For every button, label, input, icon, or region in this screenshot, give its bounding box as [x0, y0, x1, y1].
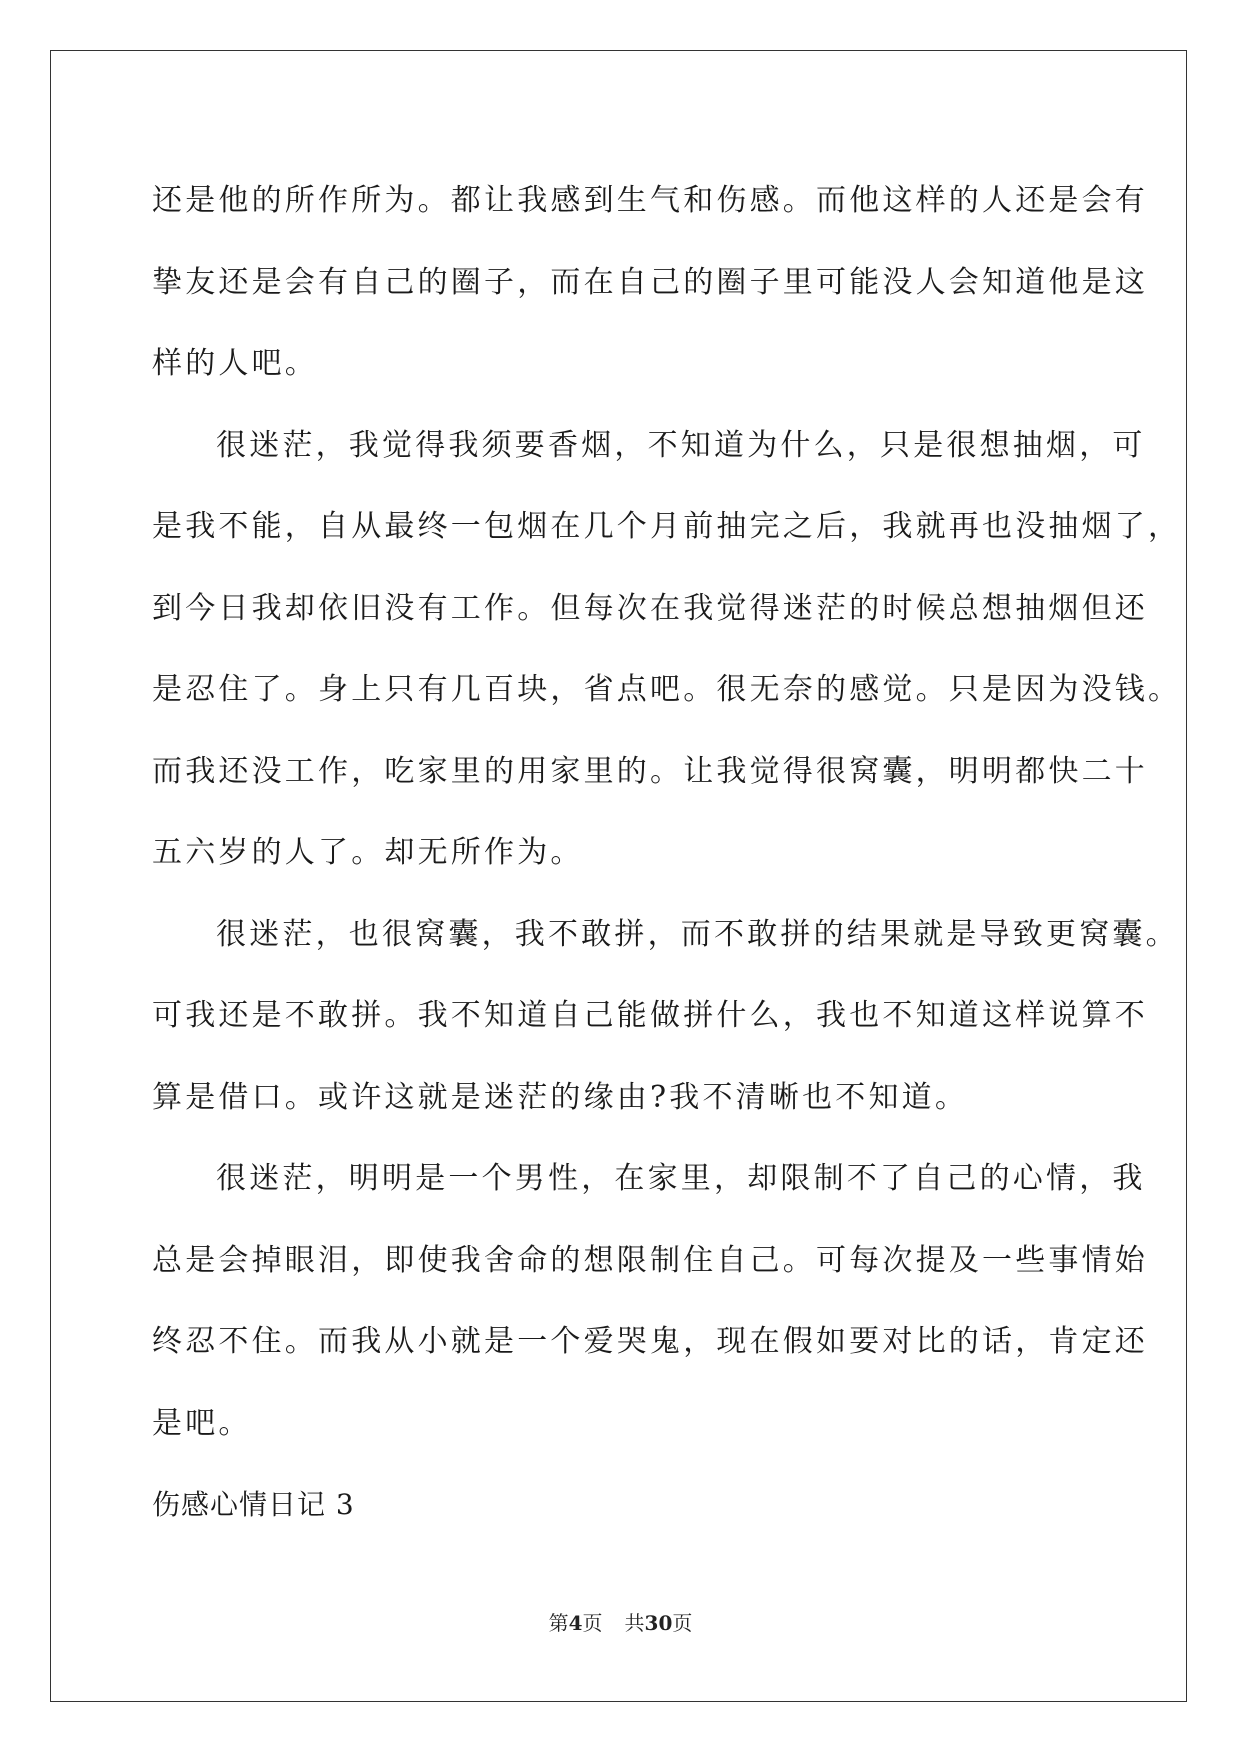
text-line: 很迷茫，也很窝囊，我不敢拼，而不敢拼的结果就是导致更窝囊。 [216, 916, 1179, 952]
footer-total-prefix: 共 [624, 1611, 645, 1635]
text-line: 总是会掉眼泪，即使我舍命的想限制住自己。可每次提及一些事情始 [152, 1242, 1148, 1278]
footer-page-prefix: 第 [548, 1611, 569, 1635]
text-line: 可我还是不敢拼。我不知道自己能做拼什么，我也不知道这样说算不 [152, 998, 1148, 1033]
text-line: 很迷茫，我觉得我须要香烟，不知道为什么，只是很想抽烟，可 [216, 427, 1146, 463]
text-line: 挚友还是会有自己的圈子，而在自己的圈子里可能没人会知道他是这 [152, 264, 1148, 300]
text-line: 很迷茫，明明是一个男性，在家里，却限制不了自己的心情，我 [216, 1161, 1146, 1196]
text-line: 是忍住了。身上只有几百块，省点吧。很无奈的感觉。只是因为没钱。 [152, 672, 1182, 707]
text-line: 到今日我却依旧没有工作。但每次在我觉得迷茫的时候总想抽烟但还 [152, 590, 1148, 626]
text-line: 是我不能，自从最终一包烟在几个月前抽完之后，我就再也没抽烟了， [152, 509, 1182, 544]
text-line: 五六岁的人了。却无所作为。 [152, 835, 584, 870]
footer-page-number: 4 [568, 1611, 583, 1635]
footer-total-suffix: 页 [672, 1611, 693, 1635]
text-line: 而我还没工作，吃家里的用家里的。让我觉得很窝囊，明明都快二十 [152, 753, 1148, 789]
footer-total-pages: 30 [644, 1611, 673, 1635]
text-line: 样的人吧。 [152, 346, 318, 381]
text-line: 算是借口。或许这就是迷茫的缘由?我不清晰也不知道。 [152, 1079, 969, 1115]
paragraph [152, 160, 1148, 405]
paragraph [152, 1138, 1148, 1464]
footer-page-suffix: 页 [582, 1611, 603, 1635]
section-heading: 伤感心情日记 3 [152, 1488, 355, 1521]
text-line: 是吧。 [152, 1405, 252, 1441]
text-line: 终忍不住。而我从小就是一个爱哭鬼，现在假如要对比的话，肯定还 [152, 1324, 1148, 1359]
document-body [152, 160, 1182, 1546]
page-footer [0, 1607, 1241, 1636]
paragraph [152, 405, 1182, 894]
paragraph [152, 894, 1179, 1139]
text-line: 还是他的所作所为。都让我感到生气和伤感。而他这样的人还是会有 [152, 183, 1148, 218]
